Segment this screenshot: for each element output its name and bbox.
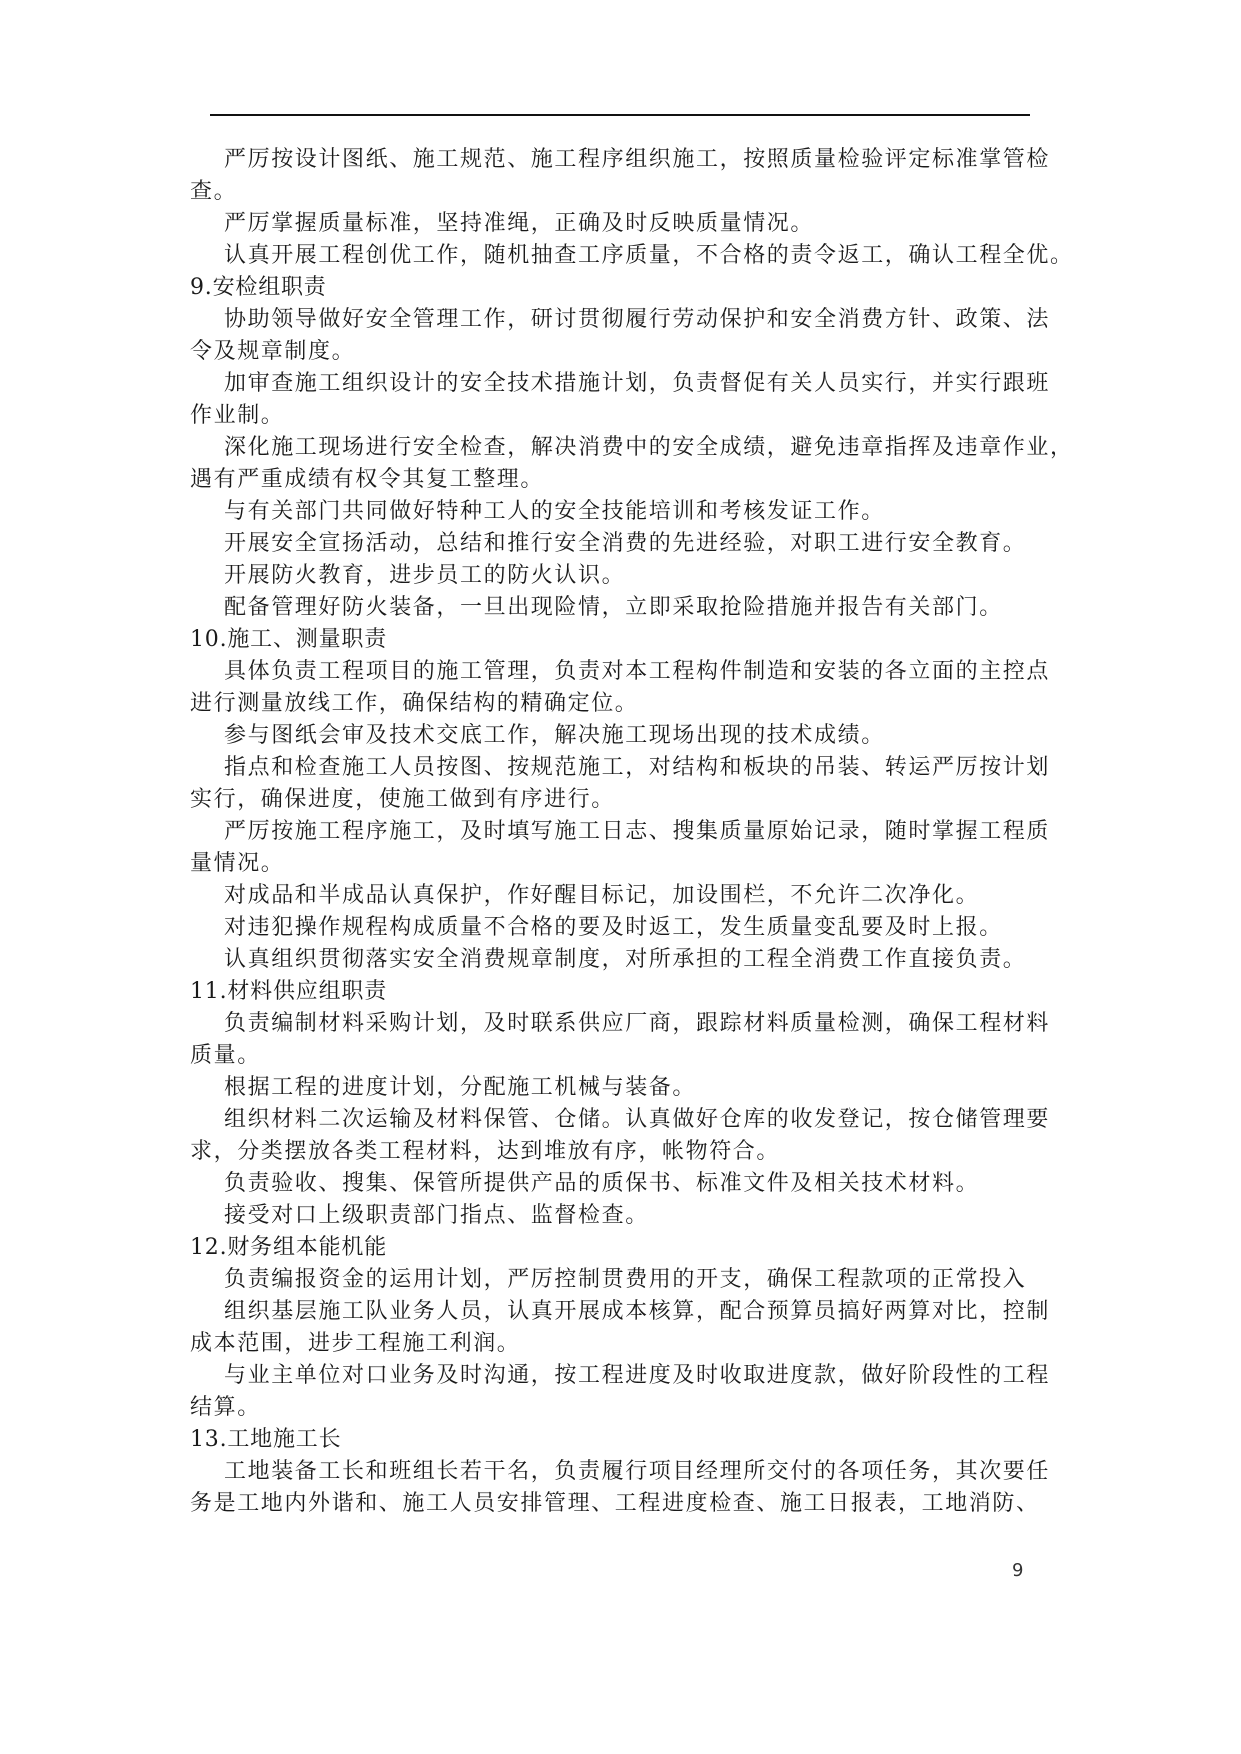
text-line: 工地装备工长和班组长若干名，负责履行项目经理所交付的各项任务，其次要任 xyxy=(224,1459,1051,1484)
section-heading: 10.施工、测量职责 xyxy=(190,627,387,652)
text-line: 协助领导做好安全管理工作，研讨贯彻履行劳动保护和安全消费方针、政策、法 xyxy=(224,307,1051,332)
text-line: 务是工地内外谐和、施工人员安排管理、工程进度检查、施工日报表，工地消防、 xyxy=(190,1491,1040,1516)
text-line: 指点和检查施工人员按图、按规范施工，对结构和板块的吊装、转运严厉按计划 xyxy=(224,755,1051,780)
text-line: 负责验收、搜集、保管所提供产品的质保书、标准文件及相关技术材料。 xyxy=(224,1171,980,1196)
text-line: 对违犯操作规程构成质量不合格的要及时返工，发生质量变乱要及时上报。 xyxy=(224,915,1003,940)
text-line: 认真组织贯彻落实安全消费规章制度，对所承担的工程全消费工作直接负责。 xyxy=(224,947,1027,972)
text-line: 质量。 xyxy=(190,1043,261,1068)
text-line: 实行，确保进度，使施工做到有序进行。 xyxy=(190,787,615,812)
text-line: 作业制。 xyxy=(190,403,285,428)
text-line: 与有关部门共同做好特种工人的安全技能培训和考核发证工作。 xyxy=(224,499,885,524)
text-line: 令及规章制度。 xyxy=(190,339,356,364)
text-line: 负责编报资金的运用计划，严厉控制贯费用的开支，确保工程款项的正常投入 xyxy=(224,1267,1027,1292)
text-line: 求，分类摆放各类工程材料，达到堆放有序，帐物符合。 xyxy=(190,1139,781,1164)
text-line: 开展安全宣扬活动，总结和推行安全消费的先进经验，对职工进行安全教育。 xyxy=(224,531,1027,556)
text-line: 严厉按施工程序施工，及时填写施工日志、搜集质量原始记录，随时掌握工程质 xyxy=(224,819,1051,844)
text-line: 配备管理好防火装备，一旦出现险情，立即采取抢险措施并报告有关部门。 xyxy=(224,595,1003,620)
text-line: 严厉按设计图纸、施工规范、施工程序组织施工，按照质量检验评定标准掌管检 xyxy=(224,147,1051,172)
text-line: 量情况。 xyxy=(190,851,285,876)
text-line: 接受对口上级职责部门指点、监督检查。 xyxy=(224,1203,649,1228)
text-line: 对成品和半成品认真保护，作好醒目标记，加设围栏，不允许二次净化。 xyxy=(224,883,980,908)
text-line: 参与图纸会审及技术交底工作，解决施工现场出现的技术成绩。 xyxy=(224,723,885,748)
section-heading: 12.财务组本能机能 xyxy=(190,1235,387,1260)
text-line: 组织材料二次运输及材料保管、仓储。认真做好仓库的收发登记，按仓储管理要 xyxy=(224,1107,1051,1132)
text-line: 结算。 xyxy=(190,1395,261,1420)
text-line: 深化施工现场进行安全检查，解决消费中的安全成绩，避免违章指挥及违章作业， xyxy=(224,435,1074,460)
text-line: 开展防火教育，进步员工的防火认识。 xyxy=(224,563,626,588)
header-rule xyxy=(210,114,1030,116)
section-heading: 9.安检组职责 xyxy=(190,275,327,300)
text-line: 根据工程的进度计划，分配施工机械与装备。 xyxy=(224,1075,697,1100)
text-line: 查。 xyxy=(190,179,238,204)
text-line: 组织基层施工队业务人员，认真开展成本核算，配合预算员搞好两算对比，控制 xyxy=(224,1299,1051,1324)
page-number: 9 xyxy=(1012,1560,1024,1581)
text-line: 进行测量放线工作，确保结构的精确定位。 xyxy=(190,691,639,716)
text-line: 遇有严重成绩有权令其复工整理。 xyxy=(190,467,545,492)
text-line: 负责编制材料采购计划，及时联系供应厂商，跟踪材料质量检测，确保工程材料 xyxy=(224,1011,1051,1036)
text-line: 严厉掌握质量标准，坚持准绳，正确及时反映质量情况。 xyxy=(224,211,815,236)
text-line: 成本范围，进步工程施工利润。 xyxy=(190,1331,521,1356)
section-heading: 13.工地施工长 xyxy=(190,1427,342,1452)
text-line: 与业主单位对口业务及时沟通，按工程进度及时收取进度款，做好阶段性的工程 xyxy=(224,1363,1051,1388)
text-line: 加审查施工组织设计的安全技术措施计划，负责督促有关人员实行，并实行跟班 xyxy=(224,371,1051,396)
document-body xyxy=(190,144,1080,1520)
section-heading: 11.材料供应组职责 xyxy=(190,979,387,1004)
text-line: 具体负责工程项目的施工管理，负责对本工程构件制造和安装的各立面的主控点 xyxy=(224,659,1051,684)
text-line: 认真开展工程创优工作，随机抽查工序质量，不合格的责令返工，确认工程全优。 xyxy=(224,243,1074,268)
